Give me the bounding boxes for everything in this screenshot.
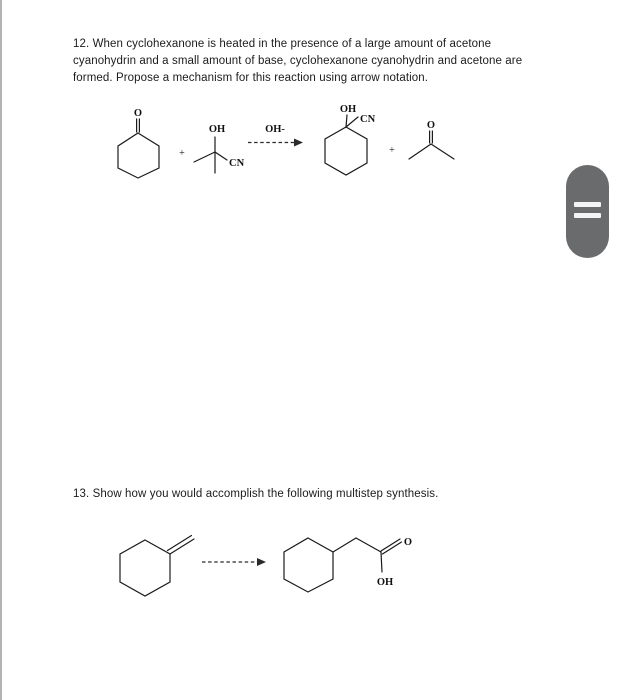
question-12-line-2: cyanohydrin and a small amount of base, cyclohexanone cyanohydrin and acetone are	[73, 55, 523, 67]
structure-cyclohexylacetic-acid	[284, 537, 412, 592]
question-13-line-1: 13. Show how you would accomplish the following multistep synthesis.	[73, 488, 439, 500]
cn-label: CN	[360, 114, 376, 125]
oh-label: OH	[376, 577, 394, 588]
question-12-text	[73, 36, 543, 87]
scroll-handle[interactable]	[566, 165, 609, 258]
plus-sign: +	[389, 145, 395, 156]
structure-acetone-cyanohydrin	[194, 124, 245, 173]
reaction-scheme-13	[105, 520, 435, 610]
reaction-scheme-12	[105, 95, 465, 195]
structure-acetone	[409, 120, 454, 159]
grip-lines-icon	[574, 202, 601, 207]
question-13-text	[73, 486, 543, 503]
carbonyl-o-label: O	[426, 120, 436, 131]
page-edge-divider	[0, 0, 2, 700]
carbonyl-o-label: O	[403, 537, 413, 548]
structure-methylenecyclohexane	[120, 536, 194, 597]
reaction-arrow	[202, 558, 266, 566]
question-12-line-3: formed. Propose a mechanism for this reaction using arrow notation.	[73, 72, 429, 84]
question-12-line-1: 12. When cyclohexanone is heated in the presence of a large amount of acetone	[73, 38, 492, 50]
structure-cyclohexanone	[118, 108, 159, 178]
arrow-reagent-label: OH-	[265, 124, 285, 135]
plus-sign: +	[179, 148, 185, 159]
oh-label: OH	[339, 104, 357, 115]
structure-cyclohexanone-cyanohydrin	[325, 104, 376, 175]
oh-label: OH	[208, 124, 226, 135]
grip-lines-icon	[574, 213, 601, 218]
carbonyl-o-label: O	[133, 108, 143, 119]
reaction-arrow	[248, 124, 303, 147]
cn-label: CN	[229, 158, 245, 169]
